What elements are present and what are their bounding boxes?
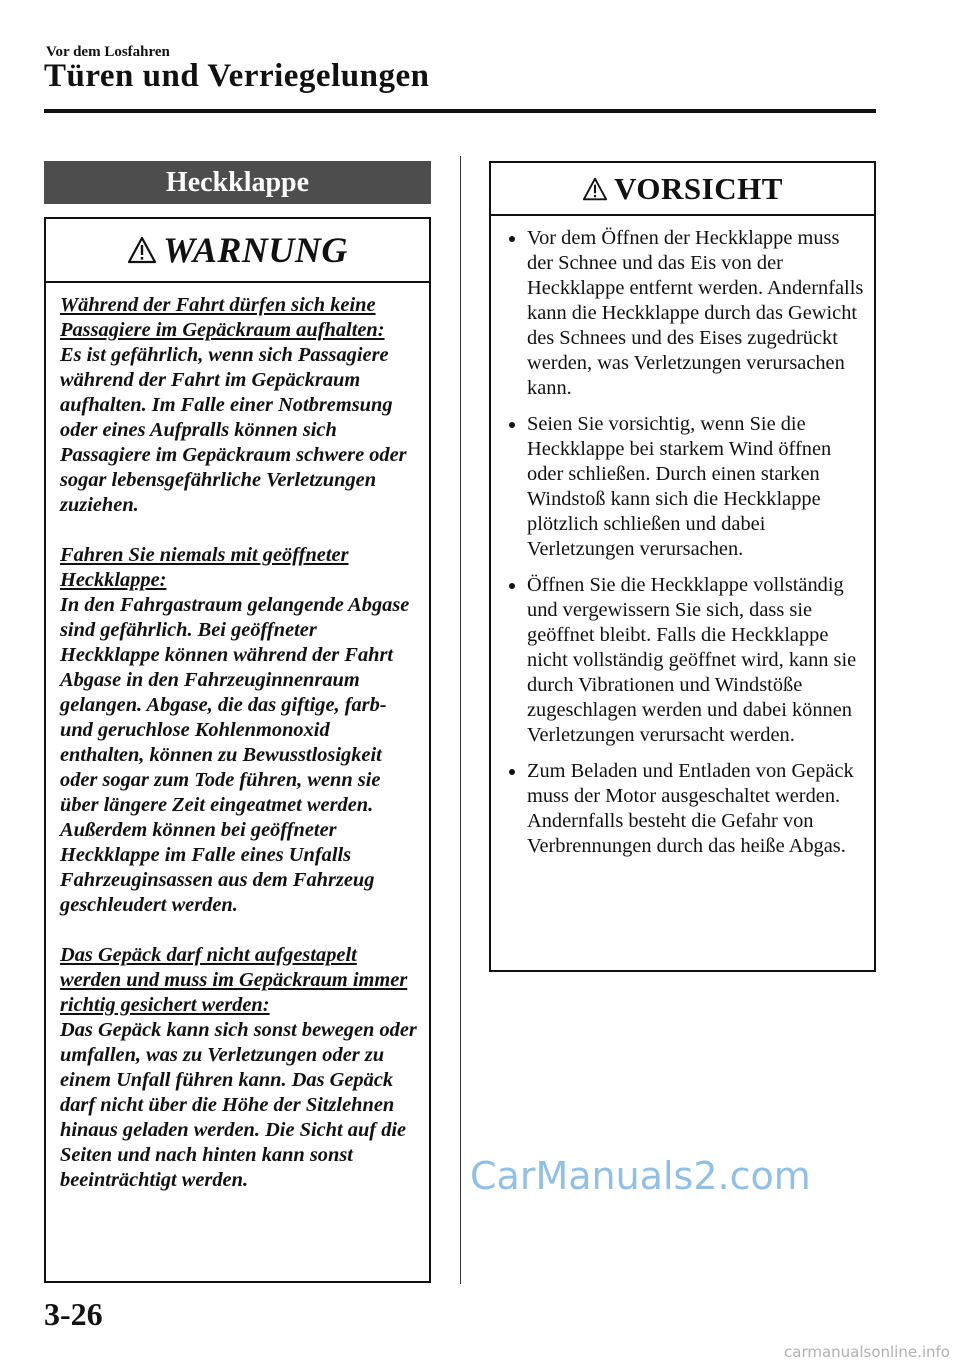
warning-header — [46, 219, 429, 283]
warning-title: WARNUNG — [163, 230, 348, 270]
warning-triangle-icon — [582, 177, 608, 201]
warning-lead: Während der Fahrt dürfen sich keine Passagiere im Gepäckraum aufhalten: — [60, 294, 385, 341]
warning-paragraph — [60, 543, 419, 918]
warning-text: Das Gepäck kann sich sonst bewegen oder umfallen, was zu Verletzungen oder zu einem Unfall führen kann. Das Gepäck darf nicht über die Höhe der Sitzlehnen hinaus geladen werden. Die Sicht auf die Seiten und nach hinten kann sonst beeinträchtigt werden. — [60, 1019, 417, 1191]
warning-text: In den Fahrgastraum gelangende Abgase sind gefährlich. Bei geöffneter Heckklappe können während der Fahrt Abgase in den Fahrzeuginnenraum gelangen. Abgase, die das giftige, farb- und geruchlose Kohlenmonoxid enthalten, können zu Bewusstlosigkeit oder sogar zum Tode führen, wenn sie über längere Zeit eingeatmet werden. Außerdem können bei geöffneter Heckklappe im Falle eines Unfalls Fahrzeuginsassen aus dem Fahrzeug geschleudert werden. — [60, 594, 410, 916]
warning-paragraph — [60, 293, 419, 518]
chapter-label: Vor dem Losfahren — [46, 44, 170, 60]
warning-triangle-icon — [127, 236, 157, 264]
warning-body — [46, 283, 429, 1193]
caution-title: VORSICHT — [614, 170, 783, 206]
warning-paragraph — [60, 943, 419, 1193]
caution-body — [491, 216, 874, 859]
warning-lead: Das Gepäck darf nicht aufgestapelt werden und muss im Gepäckraum immer richtig gesichert werden: — [60, 944, 408, 1016]
caution-item: Seien Sie vorsichtig, wenn Sie die Heckklappe bei starkem Wind öffnen oder schließen. Durch einen starken Windstoß kann sich die Heckklappe plötzlich schließen und dabei Verletzungen verursachen. — [505, 412, 866, 562]
caution-item: Vor dem Öffnen der Heckklappe muss der Schnee und das Eis von der Heckklappe entfernt werden. Andernfalls kann die Heckklappe durch das Gewicht des Schnees und des Eises zugedrückt werden, was Verletzungen verursachen kann. — [505, 226, 866, 401]
column-divider — [460, 156, 461, 1284]
caution-box — [489, 161, 876, 972]
header-rule — [44, 109, 876, 113]
caution-header — [491, 163, 874, 216]
warning-text: Es ist gefährlich, wenn sich Passagiere während der Fahrt im Gepäckraum aufhalten. Im Falle einer Notbremsung oder eines Aufpralls können sich Passagiere im Gepäckraum schwere oder sogar lebensgefährliche Verletzungen zuziehen. — [60, 344, 407, 516]
watermark-logo: CarManuals2.com — [470, 1154, 811, 1198]
section-title: Türen und Verriegelungen — [44, 58, 430, 94]
heading-heckklappe: Heckklappe — [44, 161, 431, 204]
footer-watermark: carmanualsonline.info — [784, 1343, 950, 1361]
caution-item: Öffnen Sie die Heckklappe vollständig und vergewissern Sie sich, dass sie geöffnet bleibt. Falls die Heckklappe nicht vollständig geöffnet wird, kann sie durch Vibrationen und Windstöße zugeschlagen werden und dabei können Verletzungen verursacht werden. — [505, 573, 866, 748]
warning-lead: Fahren Sie niemals mit geöffneter Heckklappe: — [60, 544, 349, 591]
page-number: 3-26 — [44, 1296, 103, 1332]
caution-item: Zum Beladen und Entladen von Gepäck muss der Motor ausgeschaltet werden. Andernfalls besteht die Gefahr von Verbrennungen durch das heiße Abgas. — [505, 759, 866, 859]
warning-box — [44, 217, 431, 1283]
caution-list — [505, 226, 866, 859]
